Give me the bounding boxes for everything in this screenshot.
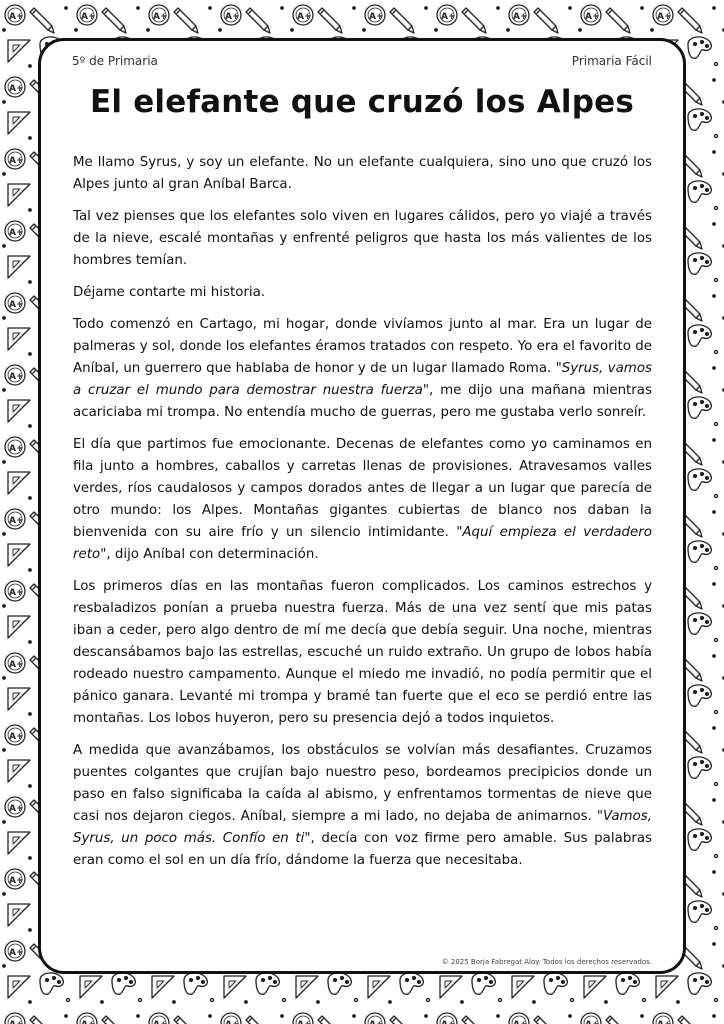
paragraph-1: Me llamo Syrus, y soy un elefante. No un elefante cualquiera, sino uno que cruzó los Alpes junto al gran Aníbal Barca. <box>73 155 652 192</box>
paragraph-4-text-a: Todo comenzó en Cartago, mi hogar, donde vivíamos junto al mar. Era un lugar de palmeras y sol, donde los elefantes éramos tratados con respeto. Yo era el favorito de Aníbal, un guerrero que hablaba de honor y de un lugar llamado Roma. " <box>73 317 652 376</box>
paragraph-4-text-b: ", me dijo una mañana mientras acariciaba mi trompa. No entendía mucho de guerras, pero me gustaba verlo sonreír. <box>73 383 652 420</box>
grade-label: 5º de Primaria <box>72 54 158 68</box>
paragraph-4-quote: Syrus, vamos a cruzar el mundo para demostrar nuestra fuerza <box>73 361 653 398</box>
source-label: Primaria Fácil <box>571 54 652 68</box>
paragraph-2: Tal vez pienses que los elefantes solo viven en lugares cálidos, pero yo viajé a través de la nieve, escalé montañas y enfrenté peligros que hasta los más valientes de los hombres temían. <box>73 209 652 268</box>
paragraph-7-text-b: ", decía con voz firme pero amable. Sus palabras eran como el sol en un día frío, dándome la fuerza que necesitaba. <box>73 831 653 868</box>
header-row <box>72 54 652 68</box>
paragraph-7-quote: Vamos, Syrus, un poco más. Confío en ti <box>73 809 652 846</box>
paragraph-5-quote: Aquí empieza el verdadero reto <box>73 525 652 562</box>
paragraph-6: Los primeros días en las montañas fueron complicados. Los caminos estrechos y resbaladizos ponían a prueba nuestra fuerza. Más de una vez sentí que mis patas iban a ceder, pero algo dentro de mí me decía que debía seguir. Una noche, mientras descansábamos bajo las estrellas, escuché un ruido extraño. Un grupo de lobos había rodeado nuestro campamento. Aunque el miedo me invadió, no podía permitir que el pánico ganara. Levanté mi trompa y bramé tan fuerte que el eco se perdió entre las montañas. Los lobos huyeron, pero su presencia dejó a todos inquietos. <box>73 579 652 726</box>
page-title: El elefante que cruzó los Alpes <box>90 84 634 120</box>
paragraph-3: Déjame contarte mi historia. <box>73 285 266 300</box>
paragraph-7 <box>73 740 652 872</box>
paragraph-7-text-a: A medida que avanzábamos, los obstáculos se volvían más desafiantes. Cruzamos puentes colgantes que crujían bajo nuestro peso, bordeamos precipicios donde un paso en falso significaba la caída al abismo, y enfrentamos tormentas de nieve que casi nos dejaron ciegos. Aníbal, siempre a mi lado, no dejaba de animarnos. " <box>73 743 652 824</box>
paragraph-5-text-a: El día que partimos fue emocionante. Decenas de elefantes como yo caminamos en fila junto a hombres, caballos y carretas llenas de provisiones. Atravesamos valles verdes, ríos caudalosos y campos dorados antes de llegar a un lugar que parecía de otro mundo: los Alpes. Montañas gigantes cubiertas de blanco nos daban la bienvenida con su aire frío y un silencio intimidante. " <box>73 437 652 540</box>
copyright-notice: © 2025 Borja Fabregat Aloy. Todos los derechos reservados. <box>441 958 652 966</box>
paragraph-5-text-b: ", dijo Aníbal con determinación. <box>100 547 319 562</box>
paragraph-4 <box>73 314 652 424</box>
paragraph-5 <box>73 434 652 566</box>
story-body <box>73 152 652 882</box>
